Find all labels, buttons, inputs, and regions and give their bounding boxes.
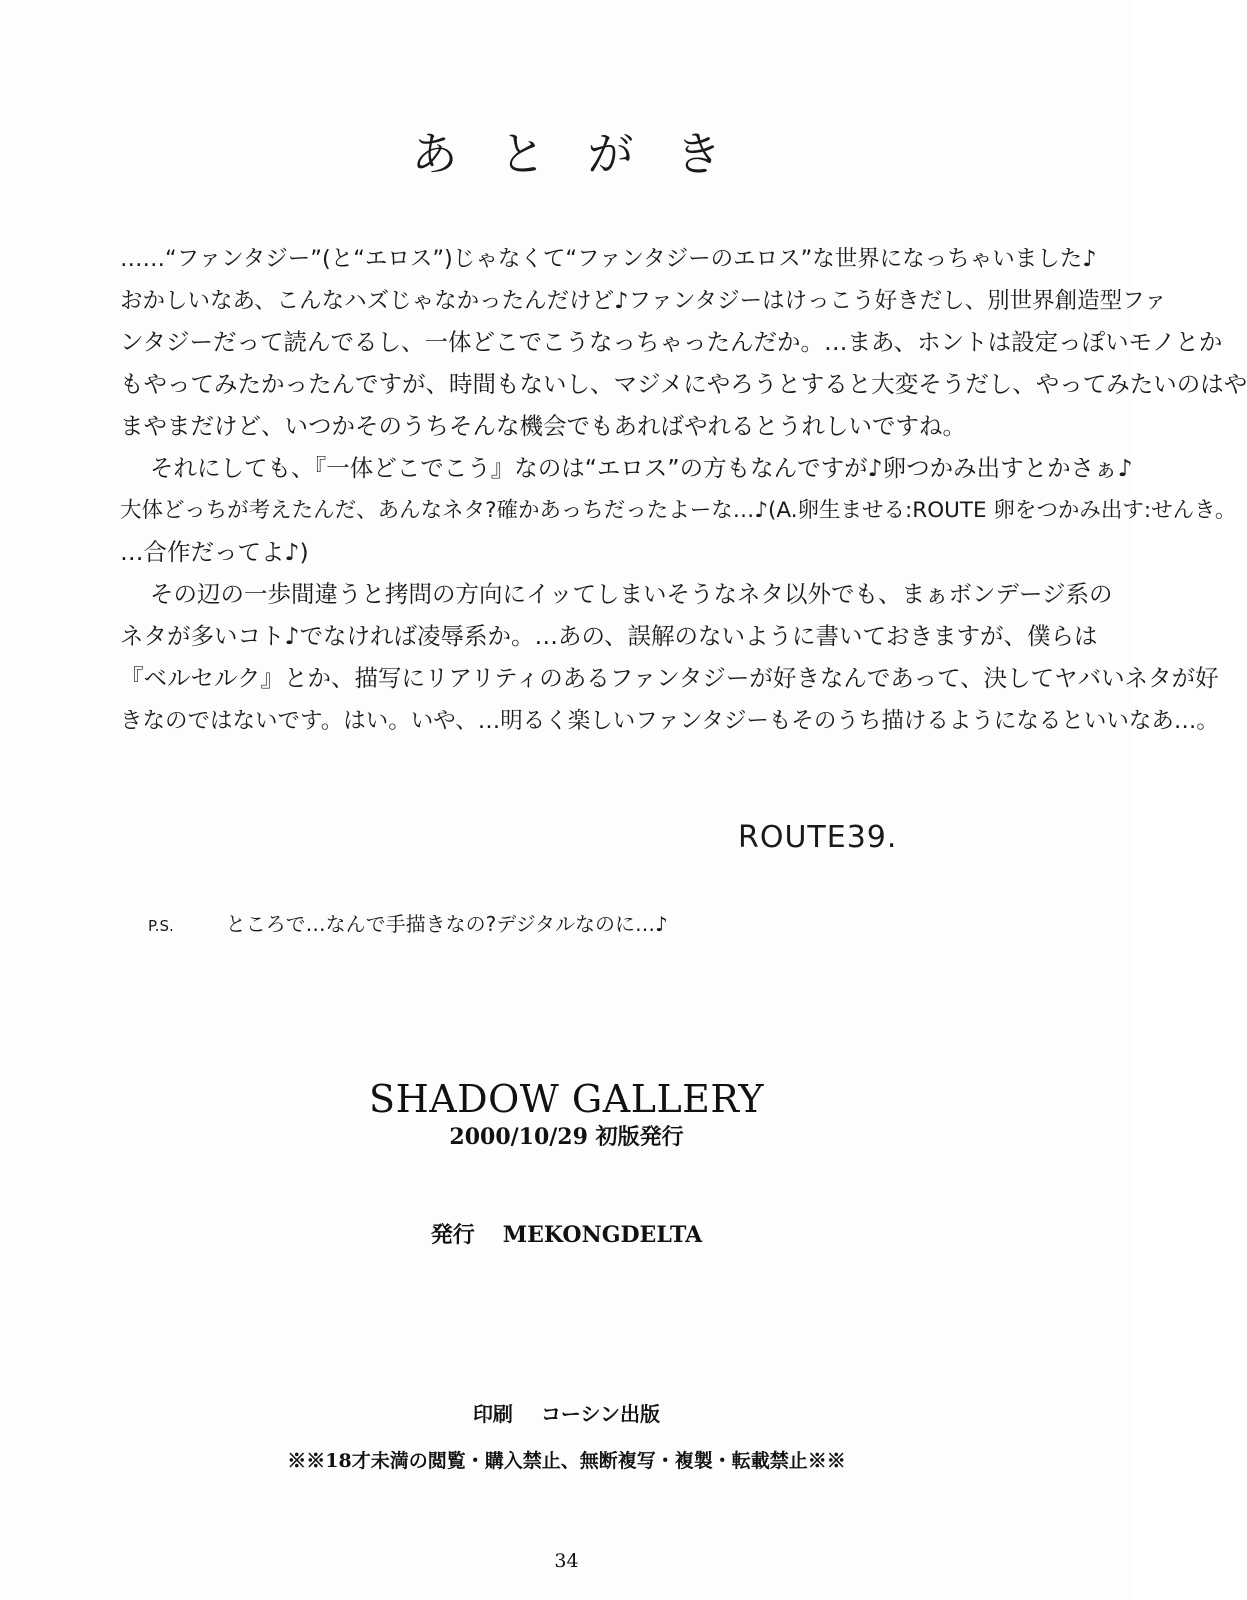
author-signature: ROUTE39. bbox=[738, 820, 898, 855]
afterword-line: きなのではないです。はい。いや、…明るく楽しいファンタジーもそのうち描けるようになるといいなあ…。 bbox=[120, 707, 1219, 734]
printer-line bbox=[0, 1398, 1133, 1427]
postscript-text: ところで…なんで手描きなの?デジタルなのに…♪ bbox=[225, 912, 668, 936]
afterword-line: ネタが多いコト♪でなければ凌辱系か。…あの、誤解のないように書いておきますが、僕らは bbox=[120, 622, 1098, 651]
afterword-line: もやってみたかったんですが、時間もないし、マジメにやろうとすると大変そうだし、やってみたいのはや bbox=[120, 370, 1247, 399]
postscript bbox=[148, 908, 668, 937]
publisher-name: MEKONGDELTA bbox=[502, 1222, 703, 1248]
publisher-label: 発行 bbox=[430, 1222, 475, 1248]
afterword-line: ンタジーだって読んでるし、一体どこでこうなっちゃったんだか。…まあ、ホントは設定っぽいモノとか bbox=[120, 328, 1223, 357]
page-number: 34 bbox=[554, 1550, 579, 1572]
publisher-line bbox=[0, 1218, 1133, 1249]
afterword-line: …合作だってよ♪) bbox=[120, 538, 309, 567]
afterword-body bbox=[120, 238, 1247, 742]
afterword-line: それにしても、『一体どこでこう』なのは“エロス”の方もなんですが♪卵つかみ出すとかさぁ♪ bbox=[150, 454, 1133, 483]
afterword-line: ……“ファンタジー”(と“エロス”)じゃなくて“ファンタジーのエロス”な世界になっちゃいました♪ bbox=[120, 245, 1097, 272]
afterword-line: その辺の一歩間違うと拷問の方向にイッてしまいそうなネタ以外でも、まぁボンデージ系の bbox=[150, 580, 1113, 609]
afterword-heading: あとがき bbox=[411, 127, 764, 181]
book-title: SHADOW GALLERY bbox=[369, 1077, 764, 1121]
printer-name: コーシン出版 bbox=[540, 1402, 661, 1426]
printer-label: 印刷 bbox=[472, 1402, 513, 1426]
publication-date: 2000/10/29 初版発行 bbox=[449, 1124, 684, 1150]
postscript-mark: P.S. bbox=[148, 917, 174, 935]
restriction-notice: ※※18才未満の閲覧・購入禁止、無断複写・複製・転載禁止※※ bbox=[287, 1450, 846, 1472]
afterword-line: 『ベルセルク』とか、描写にリアリティのあるファンタジーが好きなんであって、決してヤバいネタが好 bbox=[120, 664, 1219, 693]
afterword-line: 大体どっちが考えたんだ、あんなネタ?確かあっちだったよーな…♪(A.卵生ませる:ROUTE 卵をつかみ出す:せんき。 bbox=[120, 498, 1237, 524]
afterword-line: まやまだけど、いつかそのうちそんな機会でもあればやれるとうれしいですね。 bbox=[120, 412, 966, 441]
afterword-line: おかしいなあ、こんなハズじゃなかったんだけど♪ファンタジーはけっこう好きだし、別世界創造型ファ bbox=[120, 287, 1167, 314]
